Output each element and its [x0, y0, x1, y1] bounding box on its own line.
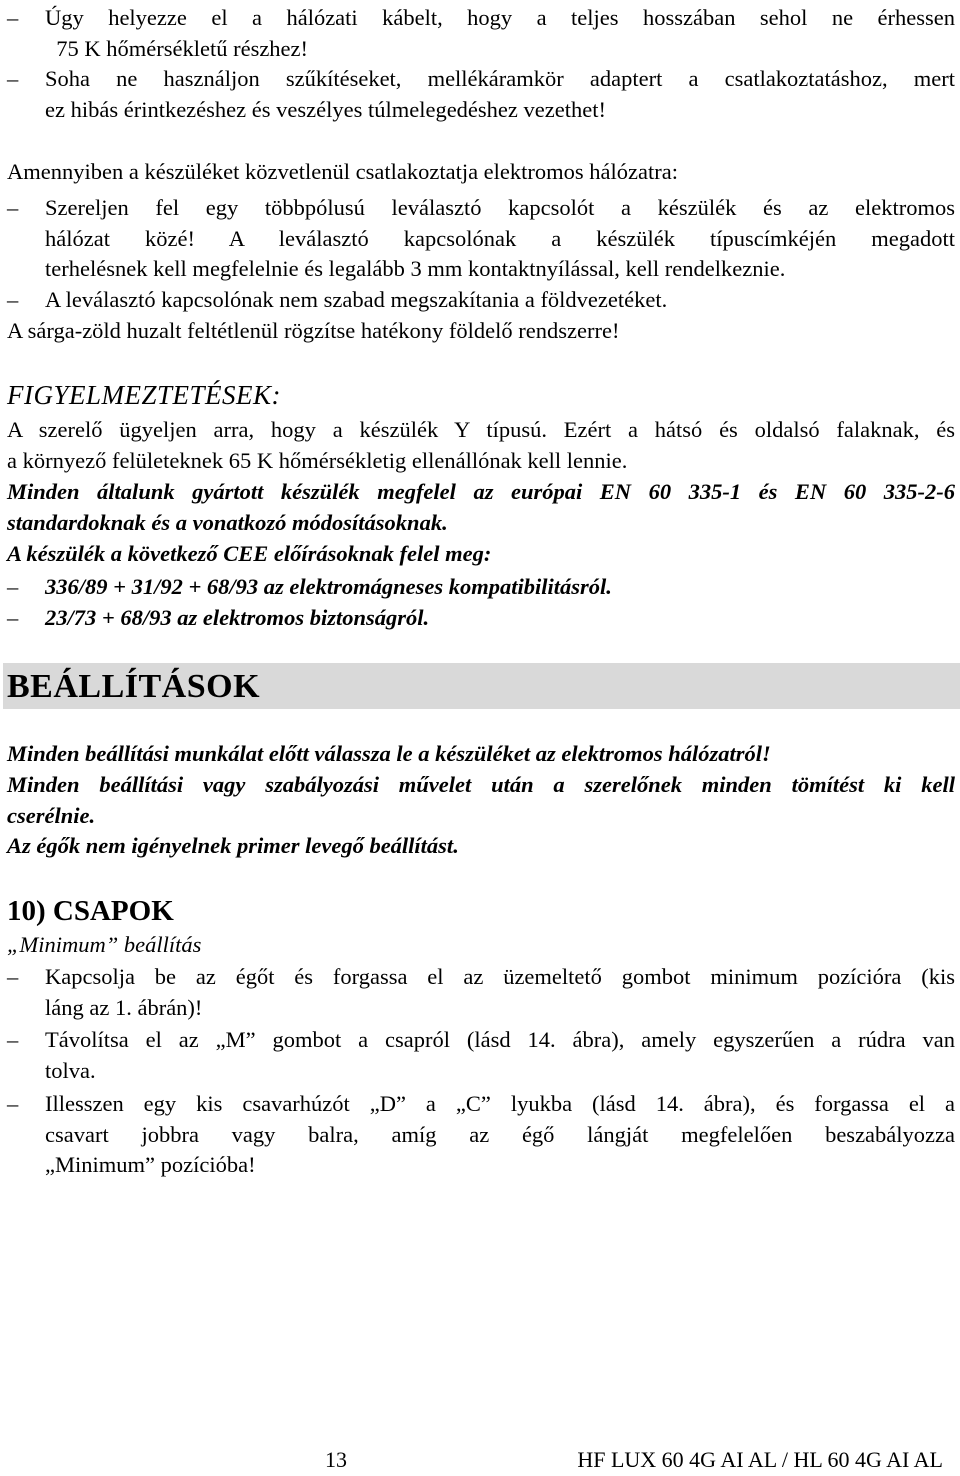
dash-bullet: – — [7, 964, 19, 989]
warnings-paragraph — [7, 415, 955, 476]
settings-line-disconnect: Minden beállítási munkálat előtt válassza le a készüléket az elektromos hálózatról! — [7, 741, 771, 766]
text-line: tolva. — [45, 1057, 96, 1083]
text-line: Illesszen egy kis csavarhúzót „D” a „C” lyukba (lásd 14. ábra), és forgassa el a — [45, 1091, 955, 1116]
text-line: Soha ne használjon szűkítéseket, mellékáramkör adaptert a csatlakoztatáshoz, mert — [45, 66, 955, 91]
dash-bullet: – — [7, 195, 19, 220]
taps-heading: 10) CSAPOK — [7, 895, 174, 927]
text-line: standardoknak és a vonatkozó módosításoknak. — [7, 509, 448, 535]
minimum-setting-label: „Minimum” beállítás — [7, 932, 202, 957]
text-line: Minden beállítási vagy szabályozási művelet után a szerelőnek minden tömítést ki kell — [7, 772, 955, 797]
text-line: a környező felületeknek 65 K hőmérsékletig ellenállónak kell lennie. — [7, 447, 628, 473]
text-line: cserélnie. — [7, 802, 96, 828]
text-line: A szerelő ügyeljen arra, hogy a készülék Y típusú. Ezért a hátsó és oldalsó falaknak, és — [7, 417, 955, 442]
settings-line-seals — [7, 770, 955, 831]
text-line: Minden általunk gyártott készülék megfelel az európai EN 60 335-1 és EN 60 335-2-6 — [7, 479, 955, 504]
page-number: 13 — [325, 1447, 347, 1472]
dash-bullet: – — [7, 605, 19, 630]
text-line: Kapcsolja be az égőt és forgassa el az üzemeltető gombot minimum pozícióra (kis — [45, 964, 955, 989]
model-identifier: HF LUX 60 4G AI AL / HL 60 4G AI AL — [577, 1447, 943, 1472]
text-line: 336/89 + 31/92 + 68/93 az elektromágneses kompatibilitásról. — [45, 574, 612, 599]
dash-bullet: – — [7, 5, 19, 30]
text-line: „Minimum” pozícióba! — [45, 1152, 256, 1177]
text-line: terhelésnek kell megfelelnie és legalább 3 mm kontaktnyílással, kell rendelkeznie. — [45, 256, 786, 281]
text-line: Szereljen fel egy többpólusú leválasztó kapcsolót a készülék és az elektromos — [45, 195, 955, 220]
cee-intro: A készülék a következő CEE előírásoknak felel meg: — [7, 541, 492, 566]
text-line: láng az 1. ábrán)! — [45, 994, 203, 1020]
warnings-heading: FIGYELMEZTETÉSEK: — [7, 380, 282, 410]
standards-paragraph — [7, 477, 955, 538]
text-line: 75 K hőmérsékletű részhez! — [45, 35, 309, 61]
text-line: A leválasztó kapcsolónak nem szabad megszakítania a földvezetéket. — [45, 287, 668, 312]
direct-connection-intro: Amennyiben a készüléket közvetlenül csatlakoztatja elektromos hálózatra: — [7, 159, 678, 184]
dash-bullet: – — [7, 1091, 19, 1116]
settings-heading: BEÁLLÍTÁSOK — [7, 668, 261, 705]
text-line: Távolítsa el az „M” gombot a csapról (lásd 14. ábra), amely egyszerűen a rúdra van — [45, 1027, 955, 1052]
settings-line-primary-air: Az égők nem igényelnek primer levegő beállítást. — [7, 833, 459, 858]
text-line: 23/73 + 68/93 az elektromos biztonságról. — [45, 605, 430, 630]
dash-bullet: – — [7, 287, 19, 312]
dash-bullet: – — [7, 66, 19, 91]
dash-bullet: – — [7, 574, 19, 599]
text-line: Úgy helyezze el a hálózati kábelt, hogy a teljes hosszában sehol ne érhessen — [45, 5, 955, 30]
dash-bullet: – — [7, 1027, 19, 1052]
text-line: csavart jobbra vagy balra, amíg az égő lángját megfelelően beszabályozza — [45, 1121, 955, 1147]
text-line: hálózat közé! A leválasztó kapcsolónak a készülék típuscímkéjén megadott — [45, 225, 955, 251]
grounding-note: A sárga-zöld huzalt feltétlenül rögzítse hatékony földelő rendszerre! — [7, 318, 620, 343]
text-line: ez hibás érintkezéshez és veszélyes túlmelegedéshez vezethet! — [45, 96, 606, 122]
